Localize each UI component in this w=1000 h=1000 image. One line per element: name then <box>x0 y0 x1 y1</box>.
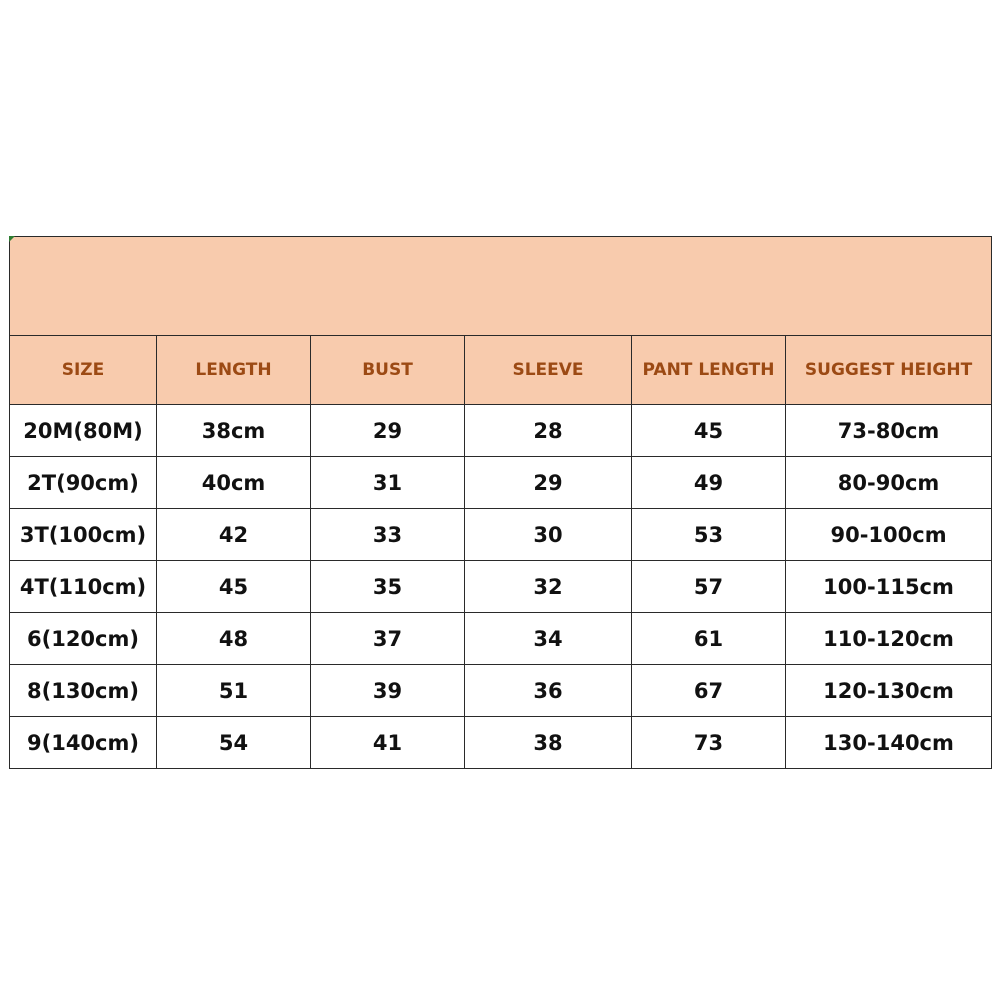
size-cell: 6(120cm) <box>10 613 157 665</box>
sleeve-cell: 38 <box>465 717 632 769</box>
bust-cell: 35 <box>311 561 465 613</box>
pant-length-cell: 53 <box>632 509 786 561</box>
length-cell: 40cm <box>157 457 311 509</box>
pant-length-cell: 73 <box>632 717 786 769</box>
pant-length-cell: 49 <box>632 457 786 509</box>
column-header-size: SIZE <box>10 336 157 405</box>
size-cell: 20M(80M) <box>10 405 157 457</box>
table-banner <box>10 237 992 336</box>
suggest-height-cell: 80-90cm <box>786 457 992 509</box>
pant-length-cell: 67 <box>632 665 786 717</box>
table-row <box>10 561 992 613</box>
suggest-height-cell: 90-100cm <box>786 509 992 561</box>
sleeve-cell: 30 <box>465 509 632 561</box>
size-cell: 4T(110cm) <box>10 561 157 613</box>
pant-length-cell: 57 <box>632 561 786 613</box>
suggest-height-cell: 130-140cm <box>786 717 992 769</box>
column-header-suggest-height: SUGGEST HEIGHT <box>786 336 992 405</box>
column-header-sleeve: SLEEVE <box>465 336 632 405</box>
pant-length-cell: 61 <box>632 613 786 665</box>
sleeve-cell: 36 <box>465 665 632 717</box>
size-cell: 3T(100cm) <box>10 509 157 561</box>
length-cell: 38cm <box>157 405 311 457</box>
table-row <box>10 613 992 665</box>
length-cell: 42 <box>157 509 311 561</box>
size-cell: 8(130cm) <box>10 665 157 717</box>
sleeve-cell: 34 <box>465 613 632 665</box>
bust-cell: 37 <box>311 613 465 665</box>
suggest-height-cell: 100-115cm <box>786 561 992 613</box>
table-row <box>10 717 992 769</box>
table-row <box>10 457 992 509</box>
corner-marker <box>9 236 15 242</box>
length-cell: 54 <box>157 717 311 769</box>
table-banner-row <box>10 237 992 336</box>
column-header-length: LENGTH <box>157 336 311 405</box>
column-header-bust: BUST <box>311 336 465 405</box>
size-chart-table <box>9 236 992 769</box>
table-header-row <box>10 336 992 405</box>
bust-cell: 29 <box>311 405 465 457</box>
length-cell: 45 <box>157 561 311 613</box>
length-cell: 51 <box>157 665 311 717</box>
sleeve-cell: 28 <box>465 405 632 457</box>
length-cell: 48 <box>157 613 311 665</box>
bust-cell: 31 <box>311 457 465 509</box>
size-cell: 9(140cm) <box>10 717 157 769</box>
size-cell: 2T(90cm) <box>10 457 157 509</box>
sleeve-cell: 29 <box>465 457 632 509</box>
table-row <box>10 509 992 561</box>
bust-cell: 41 <box>311 717 465 769</box>
pant-length-cell: 45 <box>632 405 786 457</box>
bust-cell: 33 <box>311 509 465 561</box>
bust-cell: 39 <box>311 665 465 717</box>
table-row <box>10 405 992 457</box>
sleeve-cell: 32 <box>465 561 632 613</box>
column-header-pant-length: PANT LENGTH <box>632 336 786 405</box>
table-row <box>10 665 992 717</box>
suggest-height-cell: 110-120cm <box>786 613 992 665</box>
suggest-height-cell: 120-130cm <box>786 665 992 717</box>
suggest-height-cell: 73-80cm <box>786 405 992 457</box>
